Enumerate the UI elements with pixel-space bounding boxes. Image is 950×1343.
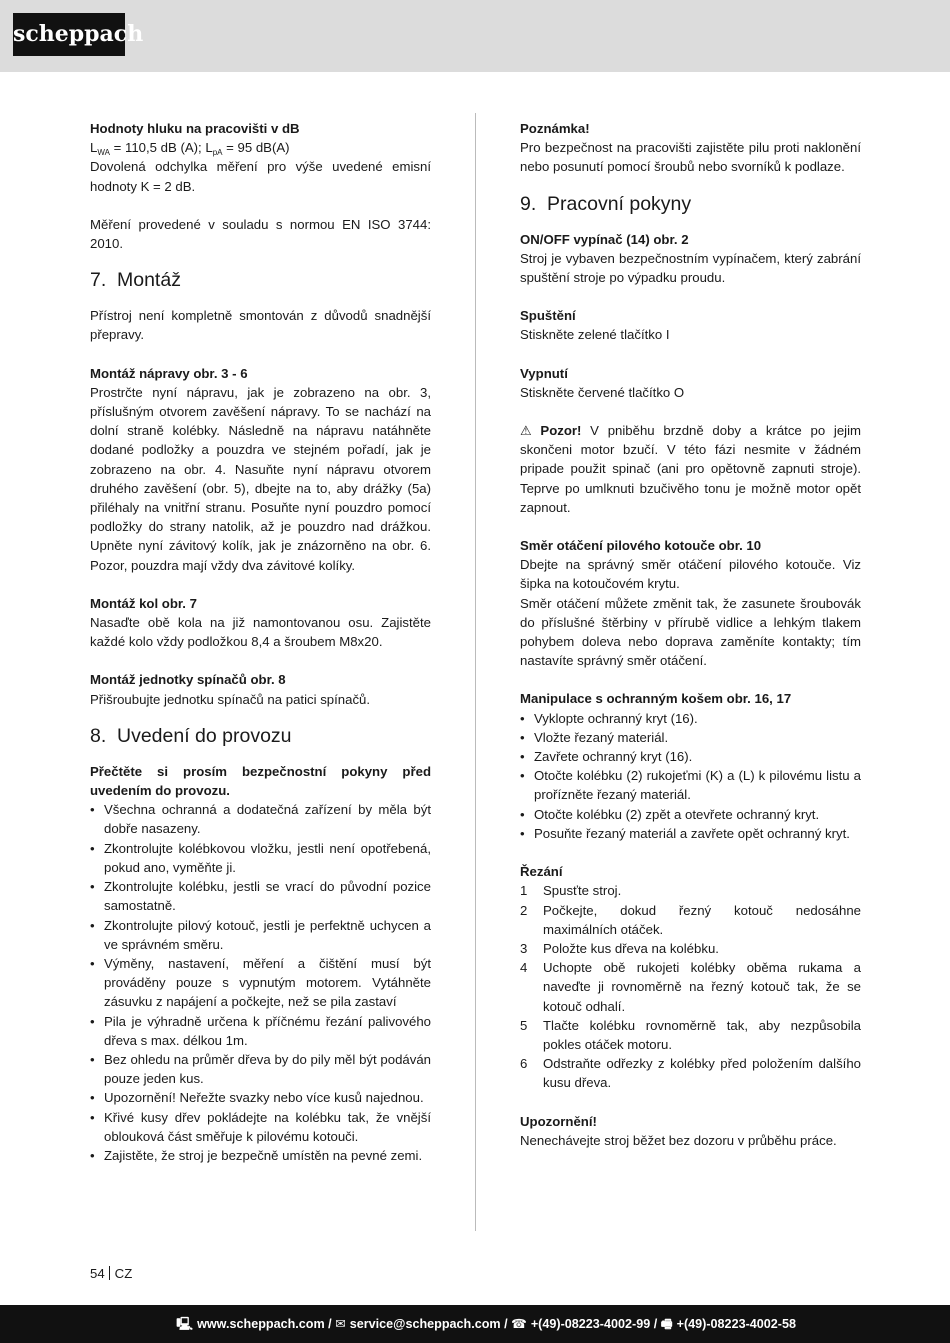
axle-heading: Montáž nápravy obr. 3 - 6: [90, 365, 248, 381]
stop-heading: Vypnutí: [520, 365, 568, 381]
header-bar: [0, 0, 950, 72]
rotation-heading: Směr otáčení pilového kotouče obr. 10: [520, 538, 762, 554]
guard-heading: Manipulace s ochranným košem obr. 16, 17: [520, 691, 792, 707]
mail-icon: ✉: [335, 1317, 346, 1331]
noise-text: Dovolená odchylka měření pro výše uvedené emisní hodnoty K = 2 dB.: [90, 159, 431, 194]
section-8-heading: 8. Uvedení do provozu: [90, 724, 292, 747]
list-item: • Vyklopte ochranný kryt (16).: [520, 710, 698, 726]
list-item: • Zkontrolujte pilový kotouč, jestli je perfektně uchycen a ve správném směru.: [90, 917, 431, 952]
onoff-text: Stroj je vybaven bezpečnostním vypínačem, který zabrání spuštění stroje po výpadku proudu.: [520, 250, 861, 286]
note-heading: Poznámka!: [520, 121, 590, 136]
switch-heading: Montáž jednotky spínačů obr. 8: [90, 672, 286, 688]
list-item: • Zkontrolujte kolébkovou vložku, jestli není opotřebená, pokud ano, vyměňte ji.: [90, 840, 431, 875]
list-item: 6 Odstraňte odřezky z kolébky před položením dalšího kusu dřeva.: [520, 1056, 861, 1091]
list-item: • Otočte kolébku (2) zpět a otevřete ochranný kryt.: [520, 806, 820, 822]
start-heading: Spuštění: [520, 308, 576, 324]
list-item: • Křivé kusy dřev pokládejte na kolébku tak, že vnější oblouková část směřuje k pilovému kotouči.: [90, 1109, 431, 1144]
switch-text: Přišroubujte jednotku spínačů na patici spínačů.: [90, 691, 371, 707]
list-item: 5 Tlačte kolébku rovnoměrně tak, aby nezpůsobila pokles otáček motoru.: [520, 1017, 861, 1052]
right-column: [520, 119, 861, 1150]
warning-text: ⚠ Pozor! V pniběhu brzdně doby a krátce po jejim skončeni motor bzučí. V této fázi nesmite v žádném pripade použit spinač (ani pro opětovně zapnuti stroje). Teprve po umlknuti bzučivěho tonu je možně motor opět zapnout.: [520, 423, 861, 515]
phone-icon: ☎: [511, 1317, 527, 1331]
start-text: Stiskněte zelené tlačítko I: [520, 327, 670, 343]
cutting-steps: [520, 881, 861, 1092]
caution-text: Nenechávejte stroj běžet bez dozoru v průběhu práce.: [520, 1132, 837, 1148]
list-item: • Posuňte řezaný materiál a zavřete opět ochranný kryt.: [520, 825, 850, 841]
website-link[interactable]: www.scheppach.com: [197, 1317, 325, 1331]
computer-icon: 🖳: [176, 1317, 194, 1331]
fax-number: +(49)-08223-4002-58: [676, 1317, 796, 1331]
axle-text: Prostrčte nyní nápravu, jak je zobrazeno na obr. 3, příslušným otvorem zavěšení nápravy. To se nachází na dolní straně kolébky. Následně na nápravu natáhněte dodané podložky a pouzdra ve stejném pořadí, jak je zobrazeno na obr. 4. Nasuňte nyní nápravu otvorem druhého zavěšení (obr. 5), dbejte na to, aby drážky (5a) přiléhaly na vnitřní stranu. Posuňte nyní pouzdro pomocí podložky do strany natolik, až je pouzdro nad drážkou. Upněte nyní závitový kolík, jak je znázorněno na obr. 6. Pozor, pouzdra mají vždy dva závitové kolíky.: [90, 384, 431, 573]
list-item: • Pila je výhradně určena k příčnému řezání palivového dřeva s max. délkou 1m.: [90, 1013, 431, 1048]
list-item: 4 Uchopte obě rukojeti kolébky oběma rukama a naveďte ji rovnoměrně na řezný kotouč tak, že se kotouč odhalí.: [520, 960, 861, 1014]
section-9-heading: 9. Pracovní pokyny: [520, 192, 692, 215]
cutting-heading: Řezání: [520, 864, 563, 880]
note-text: Pro bezpečnost na pracovišti zajistěte pilu proti naklonění nebo posunutí pomocí šroubů nebo svorníků k podlaze.: [520, 140, 861, 175]
list-item: • Vložte řezaný materiál.: [520, 729, 669, 745]
wheels-heading: Montáž kol obr. 7: [90, 595, 197, 611]
measure-text: Měření provedené v souladu s normou EN ISO 3744: 2010.: [90, 216, 431, 252]
safety-list: [90, 800, 431, 1165]
phone-number: +(49)-08223-4002-99: [530, 1317, 651, 1331]
list-item: • Výměny, nastavení, měření a čištění musí být prováděny pouze s vypnutým motorem. Vytáhněte zásuvku z napájení a počkejte, než se pila zastaví: [90, 955, 431, 1010]
list-item: • Všechna ochranná a dodatečná zařízení by měla být dobře nasazeny.: [90, 802, 431, 837]
list-item: 2 Počkejte, dokud řezný kotouč nedosáhne maximálních otáček.: [520, 902, 861, 937]
brand-logo: scheppach: [13, 13, 125, 56]
safety-heading: Přečtěte si prosím bezpečnostní pokyny před uvedením do provozu.: [90, 763, 431, 799]
email-link[interactable]: service@scheppach.com: [349, 1317, 501, 1331]
list-item: • Zajistěte, že stroj je bezpečně umístěn na pevné zemi.: [90, 1147, 423, 1163]
list-item: • Bez ohledu na průměr dřeva by do pily měl být podáván pouze jeden kus.: [90, 1051, 431, 1087]
stop-text: Stiskněte červené tlačítko O: [520, 384, 685, 400]
guard-list: [520, 709, 861, 843]
caution-heading: Upozornění!: [520, 1113, 597, 1129]
fax-icon: 🖷: [660, 1317, 673, 1331]
warning-icon: ⚠: [520, 423, 532, 439]
list-item: • Zkontrolujte kolébku, jestli se vrací do původní pozice samostatně.: [90, 879, 431, 914]
onoff-heading: ON/OFF vypínač (14) obr. 2: [520, 231, 689, 247]
section-7-intro: Přístroj není kompletně smontován z důvodů snadnější přepravy.: [90, 308, 431, 343]
left-column: [90, 119, 431, 1165]
wheels-text: Nasaďte obě kola na již namontovanou osu. Zajistěte každé kolo vždy podložkou 8,4 a šroubem M8x20.: [90, 615, 431, 650]
footer-bar: 🖳 www.scheppach.com / ✉ service@scheppach.com / ☎ +(49)-08223-4002-99 / 🖷 +(49)-08223-4002-58: [0, 1305, 950, 1343]
list-item: 1 Spusťte stroj.: [520, 883, 622, 899]
noise-heading: Hodnoty hluku na pracovišti v dB: [90, 121, 300, 136]
rotation-text-2: Směr otáčení můžete změnit tak, že zasunete šroubovák do příslušné štěrbiny v přírubě vidlice a lehkým tlakem pohybem doleva nebo doprava zaměníte kontakty; tím nastavíte správný směr otáčení.: [520, 595, 861, 669]
list-item: • Upozornění! Neřežte svazky nebo více kusů najednou.: [90, 1090, 424, 1106]
list-item: • Otočte kolébku (2) rukojeťmi (K) a (L) k pilovému listu a prořízněte řezaný materiál.: [520, 768, 861, 803]
section-7-heading: 7. Montáž: [90, 269, 181, 292]
rotation-text-1: Dbejte na správný směr otáčení pilového kotouče. Viz šipka na kotoučovém krytu.: [520, 557, 861, 592]
column-divider: [475, 113, 476, 1231]
list-item: • Zavřete ochranný kryt (16).: [520, 749, 693, 765]
list-item: 3 Položte kus dřeva na kolébku.: [520, 940, 719, 956]
page-number: 54 CZ: [90, 1266, 133, 1281]
noise-values: $L_{WA} = 110,5$ dB (A); $L_{pA} = 95$ dB(A): [90, 140, 290, 158]
